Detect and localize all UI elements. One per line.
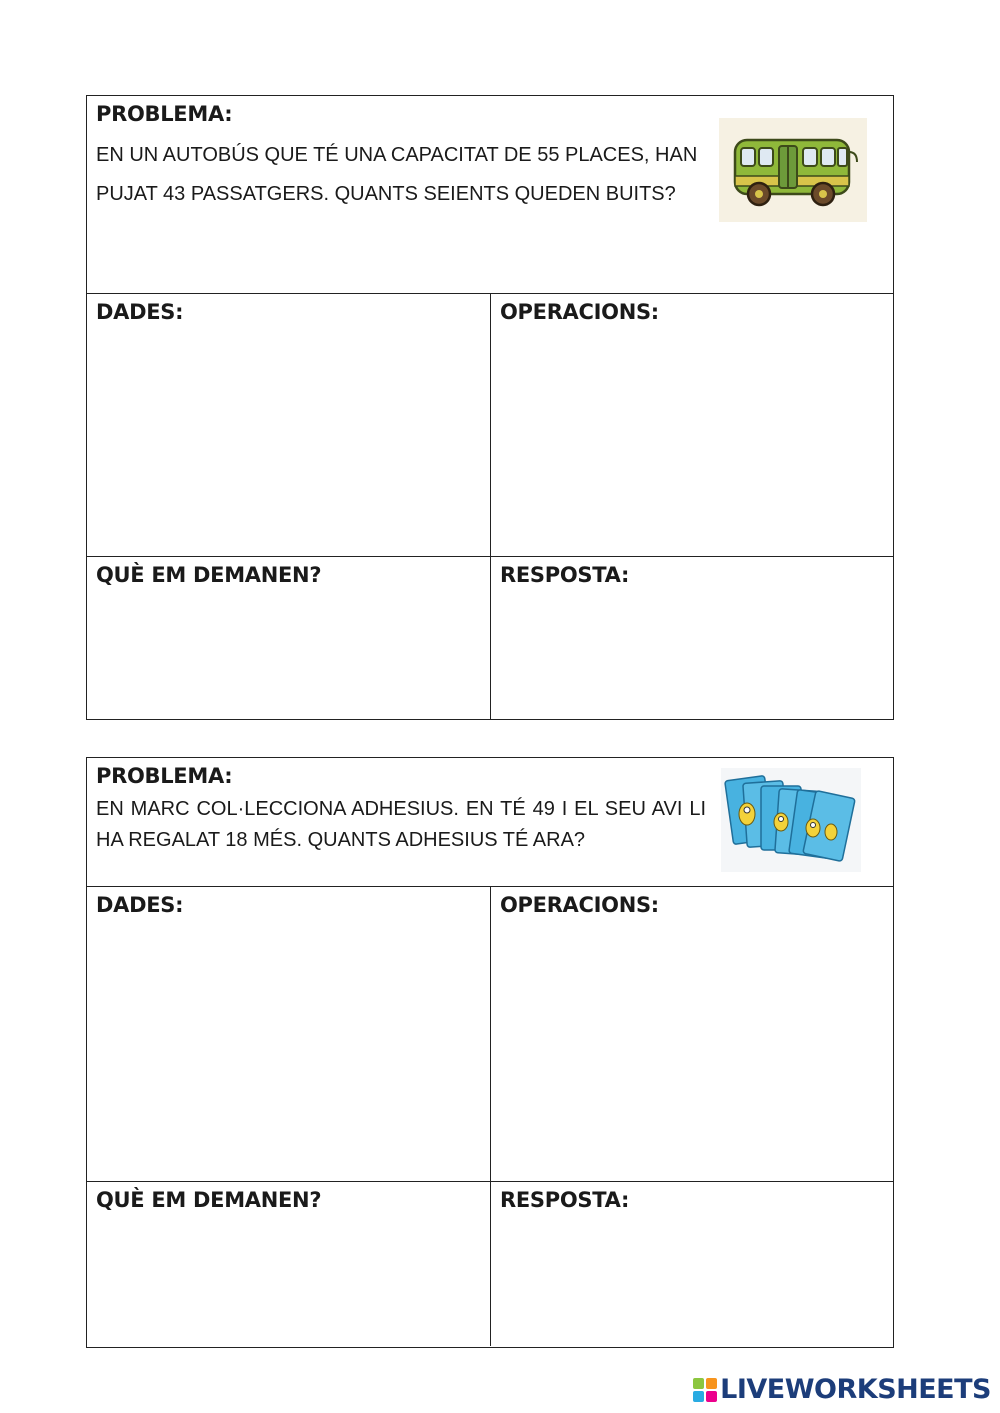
liveworksheets-logo-icon bbox=[693, 1378, 717, 1402]
problem-1-answer-row bbox=[87, 556, 893, 719]
logo-square-green bbox=[693, 1378, 704, 1389]
problem-2-operations-box[interactable] bbox=[491, 887, 893, 1181]
problem-1-answer-box[interactable] bbox=[491, 557, 893, 719]
problem-1-statement-row bbox=[87, 96, 893, 293]
data-label: DADES: bbox=[96, 893, 184, 917]
problem-label: PROBLEMA: bbox=[96, 102, 233, 126]
problem-2-statement-row bbox=[87, 758, 893, 886]
question-label: QUÈ EM DEMANEN? bbox=[96, 563, 322, 587]
answer-label: RESPOSTA: bbox=[500, 563, 630, 587]
problem-2-statement bbox=[87, 758, 893, 886]
problem-2-answer-row bbox=[87, 1181, 893, 1346]
problem-2-data-box[interactable] bbox=[87, 887, 491, 1181]
logo-square-orange bbox=[706, 1378, 717, 1389]
problem-1-question-box[interactable] bbox=[87, 557, 491, 719]
operations-label: OPERACIONS: bbox=[500, 300, 659, 324]
problem-2-question-box[interactable] bbox=[87, 1182, 491, 1346]
problem-1-operations-box[interactable] bbox=[491, 294, 893, 556]
bus-icon bbox=[719, 118, 867, 222]
problem-label: PROBLEMA: bbox=[96, 764, 233, 788]
problem-1-data-box[interactable] bbox=[87, 294, 491, 556]
problem-2-sheet bbox=[86, 757, 894, 1348]
problem-1-sheet bbox=[86, 95, 894, 720]
problem-2-work-row bbox=[87, 886, 893, 1181]
problem-2-answer-box[interactable] bbox=[491, 1182, 893, 1346]
liveworksheets-logo[interactable] bbox=[693, 1374, 991, 1405]
data-label: DADES: bbox=[96, 300, 184, 324]
logo-square-pink bbox=[706, 1391, 717, 1402]
sticker-packs-icon bbox=[721, 768, 861, 872]
problem-1-work-row bbox=[87, 293, 893, 556]
problem-text: EN UN AUTOBÚS QUE TÉ UNA CAPACITAT DE 55 PLACES, HAN PUJAT 43 PASSATGERS. QUANTS SEIENTS QUEDEN BUITS? bbox=[96, 144, 698, 205]
operations-label: OPERACIONS: bbox=[500, 893, 659, 917]
answer-label: RESPOSTA: bbox=[500, 1188, 630, 1212]
problem-text: EN MARC COL·LECCIONA ADHESIUS. EN TÉ 49 I EL SEU AVI LI HA REGALAT 18 MÉS. QUANTS ADHESIUS TÉ ARA? bbox=[96, 798, 706, 851]
brand-name: LIVEWORKSHEETS bbox=[720, 1374, 991, 1405]
logo-square-blue bbox=[693, 1391, 704, 1402]
question-label: QUÈ EM DEMANEN? bbox=[96, 1188, 322, 1212]
problem-1-statement bbox=[87, 96, 893, 293]
